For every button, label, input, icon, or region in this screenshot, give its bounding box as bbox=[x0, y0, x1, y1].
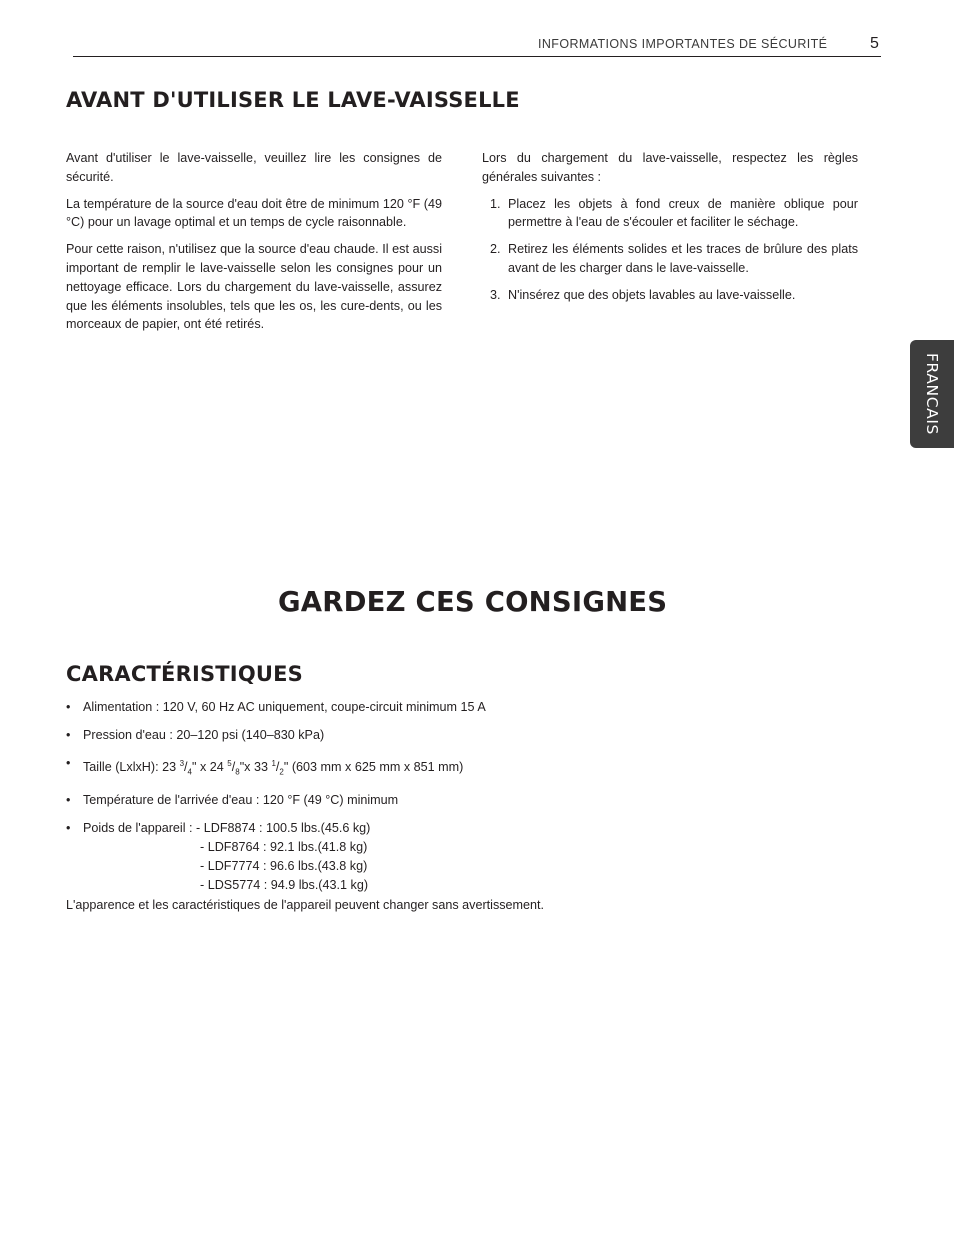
weight-row: - LDF8874 : 100.5 lbs.(45.6 kg) bbox=[196, 820, 371, 835]
spec-pressure: Pression d'eau : 20–120 psi (140–830 kPa) bbox=[83, 728, 325, 742]
spec-power: Alimentation : 120 V, 60 Hz AC uniquement, coupe-circuit minimum 15 A bbox=[83, 700, 486, 714]
bullet: • bbox=[66, 700, 71, 714]
right-column bbox=[482, 149, 858, 313]
page-number: 5 bbox=[870, 35, 879, 52]
paragraph: Pour cette raison, n'utilisez que la source d'eau chaude. Il est aussi important de remplir le lave-vaisselle selon les consignes pour un nettoyage efficace. Lors du chargement du lave-vaisselle, assurez que les éléments insolubles, tels que les os, les cure-dents, ou les morceaux de papier, ont été retirés. bbox=[66, 242, 442, 332]
list-item bbox=[66, 791, 766, 810]
paragraph: Avant d'utiliser le lave-vaisselle, veuillez lire les consignes de sécurité. bbox=[66, 151, 442, 184]
left-column bbox=[66, 149, 442, 342]
running-header-title: INFORMATIONS IMPORTANTES DE SÉCURITÉ bbox=[538, 37, 828, 51]
bullet: • bbox=[66, 820, 71, 835]
specs-note: L'apparence et les caractéristiques de l'appareil peuvent changer sans avertissement. bbox=[66, 898, 545, 912]
spec-temperature: Température de l'arrivée d'eau : 120 °F (49 °C) minimum bbox=[83, 792, 399, 807]
list-item bbox=[482, 240, 858, 277]
step-number: 3. bbox=[490, 288, 501, 303]
list-item bbox=[66, 819, 766, 895]
loading-steps-list bbox=[482, 195, 858, 305]
weight-row: - LDS5774 : 94.9 lbs.(43.1 kg) bbox=[200, 877, 369, 892]
weight-label: Poids de l'appareil : bbox=[83, 820, 197, 835]
spec-size: Taille (LxlxH): 23 $^3/_4$" x 24 $^5/_8"x$ 33 $^1/_2$" (603 mm x 625 mm x 851 mm) bbox=[83, 759, 464, 777]
spec-weight bbox=[83, 819, 766, 838]
section-heading-specs: CARACTÉRISTIQUES bbox=[66, 662, 303, 686]
section-heading-avant: AVANT D'UTILISER LE LAVE-VAISSELLE bbox=[66, 88, 520, 112]
list-item bbox=[66, 698, 766, 717]
bullet: • bbox=[66, 756, 71, 770]
list-item bbox=[66, 754, 766, 782]
step-number: 1. bbox=[490, 196, 501, 211]
step-text: Placez les objets à fond creux de manière oblique pour permettre à l'eau de s'écouler et faciliter le séchage. bbox=[508, 196, 858, 230]
list-item bbox=[66, 726, 766, 745]
specs-list bbox=[66, 698, 766, 904]
header-rule bbox=[73, 56, 881, 57]
bullet: • bbox=[66, 728, 71, 742]
list-item bbox=[482, 286, 858, 305]
weight-row: - LDF7774 : 96.6 lbs.(43.8 kg) bbox=[200, 858, 368, 873]
paragraph: La température de la source d'eau doit être de minimum 120 °F (49 °C) pour un lavage optimal et un temps de cycle raisonnable. bbox=[66, 196, 442, 230]
step-number: 2. bbox=[490, 242, 501, 257]
bullet: • bbox=[66, 792, 71, 807]
weight-row: - LDF8764 : 92.1 lbs.(41.8 kg) bbox=[200, 839, 368, 854]
main-heading-gardez: GARDEZ CES CONSIGNES bbox=[278, 586, 668, 618]
loading-intro: Lors du chargement du lave-vaisselle, respectez les règles générales suivantes : bbox=[482, 151, 858, 184]
step-text: Retirez les éléments solides et les traces de brûlure des plats avant de les charger dans le lave-vaisselle. bbox=[508, 242, 858, 276]
step-text: N'insérez que des objets lavables au lave-vaisselle. bbox=[508, 288, 796, 303]
list-item bbox=[482, 195, 858, 232]
language-tab bbox=[910, 340, 954, 448]
language-tab-label: FRANCAIS bbox=[923, 353, 941, 435]
